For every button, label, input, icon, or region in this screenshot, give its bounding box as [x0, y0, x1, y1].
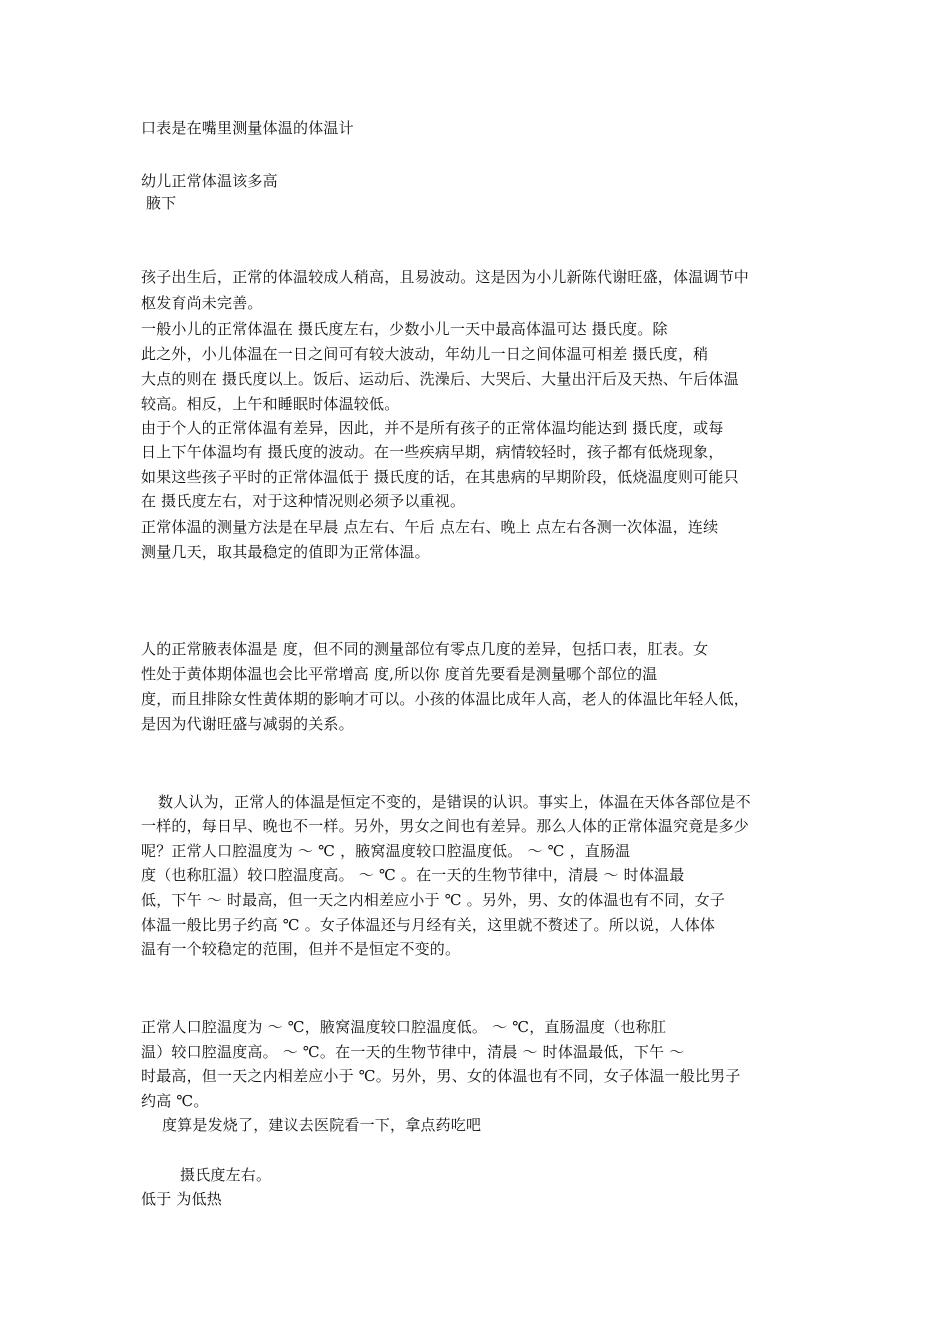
heading-child-temperature: 幼儿正常体温该多高 [141, 172, 278, 190]
text-line: 人的正常腋表体温是 度，但不同的测量部位有零点几度的差异，包括口表，肛表。女 [141, 640, 709, 658]
text-line: 低，下午 ～ 时最高，但一天之内相差应小于 ℃ 。另外，男、女的体温也有不同，女子 [141, 891, 726, 909]
text-line: 温）较口腔温度高。 ～ ℃。在一天的生物节律中，清晨 ～ 时体温最低，下午 ～ [141, 1043, 685, 1061]
text-armpit: 腋下 [141, 194, 177, 212]
text-line: 温有一个较稳定的范围，但并不是恒定不变的。 [141, 940, 461, 958]
text-line: 度算是发烧了，建议去医院看一下，拿点药吃吧 [162, 1116, 482, 1134]
text-line: 摄氏度左右。 [180, 1166, 272, 1184]
text-line: 正常人口腔温度为 ～ ℃，腋窝温度较口腔温度低。 ～ ℃，直肠温度（也称肛 [141, 1018, 667, 1036]
text-line: 孩子出生后，正常的体温较成人稍高，且易波动。这是因为小儿新陈代谢旺盛，体温调节中 [141, 268, 750, 286]
text-line: 由于个人的正常体温有差异，因此，并不是所有孩子的正常体温均能达到 摄氏度，或每 [141, 419, 724, 437]
text-line: 是因为代谢旺盛与减弱的关系。 [141, 715, 354, 733]
text-line: 约高 ℃。 [141, 1092, 209, 1110]
text-line: 如果这些孩子平时的正常体温低于 摄氏度的话，在其患病的早期阶段，低烧温度则可能只 [141, 468, 739, 486]
text-line: 枢发育尚未完善。 [141, 294, 263, 312]
text-line: 较高。相反，上午和睡眠时体温较低。 [141, 395, 400, 413]
text-line: 度，而且排除女性黄体期的影响才可以。小孩的体温比成年人高，老人的体温比年轻人低， [141, 690, 750, 708]
text-line: 此之外，小儿体温在一日之间可有较大波动，年幼儿一日之间体温可相差 摄氏度，稍 [141, 345, 709, 363]
text-line: 大点的则在 摄氏度以上。饭后、运动后、洗澡后、大哭后、大量出汗后及天热、午后体温 [141, 370, 739, 388]
text-line: 在 摄氏度左右，对于这种情况则必须予以重视。 [141, 492, 466, 510]
text-line: 呢？正常人口腔温度为 ～ ℃ ，腋窝温度较口腔温度低。 ～ ℃ ，直肠温 [141, 842, 631, 860]
text-line: 正常体温的测量方法是在早晨 点左右、午后 点左右、晚上 点左右各测一次体温，连续 [141, 518, 719, 536]
text-line: 测量几天，取其最稳定的值即为正常体温。 [141, 543, 430, 561]
text-line: 一般小儿的正常体温在 摄氏度左右，少数小儿一天中最高体温可达 摄氏度。除 [141, 320, 668, 338]
text-line: 一样的，每日早、晚也不一样。另外，男女之间也有差异。那么人体的正常体温究竟是多少 [141, 817, 750, 835]
heading-oral-thermometer: 口表是在嘴里测量体温的体温计 [141, 119, 354, 137]
text-line: 低于 为低热 [141, 1190, 222, 1208]
text-line: 体温一般比男子约高 ℃ 。女子体温还与月经有关，这里就不赘述了。所以说，人体体 [141, 916, 716, 934]
text-line: 数人认为，正常人的体温是恒定不变的，是错误的认识。事实上，体温在天体各部位是不 [158, 793, 751, 811]
text-line: 时最高，但一天之内相差应小于 ℃。另外，男、女的体温也有不同，女子体温一般比男子 [141, 1067, 741, 1085]
text-line: 度（也称肛温）较口腔温度高。 ～ ℃ 。在一天的生物节律中，清晨 ～ 时体温最 [141, 866, 685, 884]
text-line: 日上下午体温均有 摄氏度的波动。在一些疾病早期，病情较轻时，孩子都有低烧现象， [141, 443, 724, 461]
text-line: 性处于黄体期体温也会比平常增高 度,所以你 度首先要看是测量哪个部位的温 [141, 665, 658, 683]
